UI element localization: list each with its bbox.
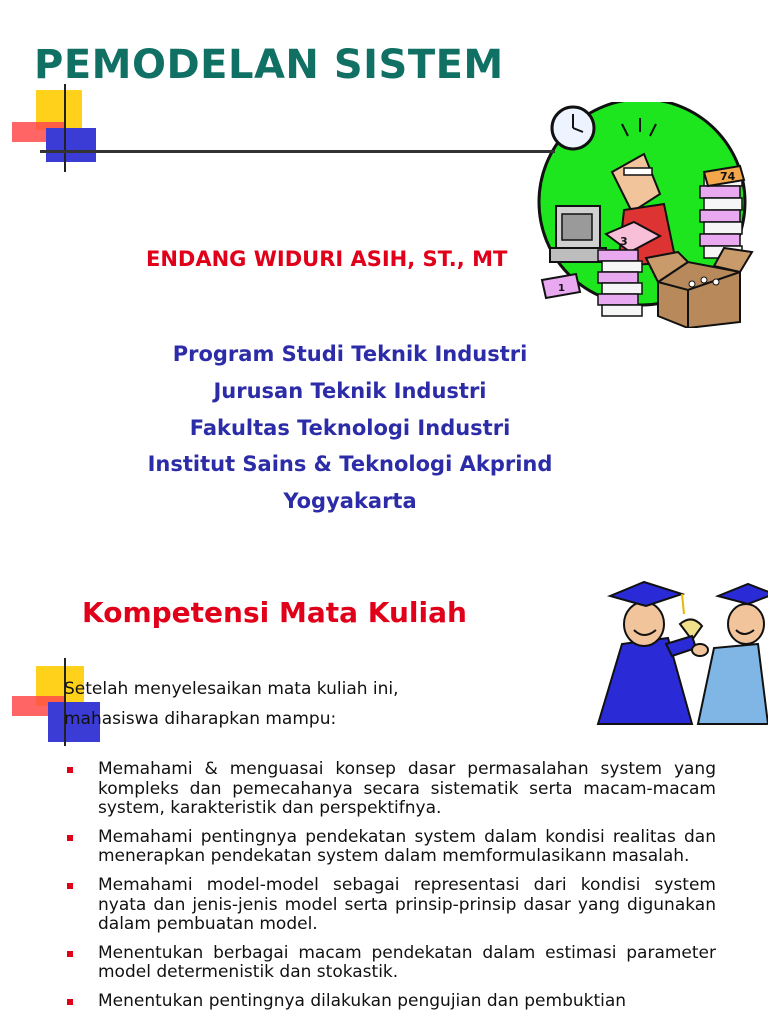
list-item (66, 876, 716, 935)
slide-heading: Kompetensi Mata Kuliah (82, 596, 467, 629)
list-item-text: Memahami model-model sebagai representasi dari kondisi system nyata dan jenis-jenis model serta prinsip-prinsip dasar yang digunakan dalam pembuatan model. (98, 874, 716, 935)
book-label-3: 74 (720, 170, 736, 183)
intro-text (64, 674, 399, 734)
competency-list (66, 760, 716, 1021)
list-item-text: Memahami & menguasai konsep dasar permasalahan system yang kompleks dan pemecahanya secara sistematik serta macam-macam system, karakteristik dan perspektifnya. (98, 759, 716, 819)
graduates-clipart (588, 574, 768, 734)
book-label-2: 1 (558, 283, 565, 294)
affiliation-line-faculty: Fakultas Teknologi Industri (189, 415, 511, 440)
intro-line-1: Setelah menyelesaikan mata kuliah ini, (64, 679, 399, 699)
list-item (66, 828, 716, 867)
list-item-text: Memahami pentingnya pendekatan system dalam kondisi realitas dan menerapkan pendekatan system dalam memformulasikann masalah. (98, 826, 716, 867)
affiliation-line-department: Jurusan Teknik Industri (213, 378, 487, 403)
affiliation-line-city: Yogyakarta (283, 489, 417, 514)
title-decoration (8, 88, 98, 172)
list-item (66, 760, 716, 819)
list-item (66, 992, 716, 1012)
list-item-text: Menentukan pentingnya dilakukan pengujian dan pembuktian (98, 990, 627, 1011)
busy-worker-clipart (528, 102, 760, 328)
intro-line-2: mahasiswa diharapkan mampu: (64, 709, 337, 729)
affiliation-line-program: Program Studi Teknik Industri (172, 342, 528, 366)
slide-title: PEMODELAN SISTEM (34, 42, 504, 88)
book-label-1: 3 (620, 235, 628, 248)
bullet-marker (67, 951, 73, 957)
bullet-marker (67, 883, 73, 889)
bullet-marker (67, 999, 73, 1005)
author-name: ENDANG WIDURI ASIH, ST., MT (146, 247, 508, 271)
list-item-text: Menentukan berbagai macam pendekatan dalam estimasi parameter model determenistik dan stokastik. (98, 942, 716, 983)
list-item (66, 944, 716, 983)
affiliation-line-institute: Institut Sains & Teknologi Akprind (147, 452, 553, 477)
bullet-marker (67, 767, 73, 773)
clock-icon (552, 107, 594, 149)
affiliation-block (100, 336, 600, 520)
bullet-marker (67, 835, 73, 841)
title-rule (40, 150, 555, 153)
